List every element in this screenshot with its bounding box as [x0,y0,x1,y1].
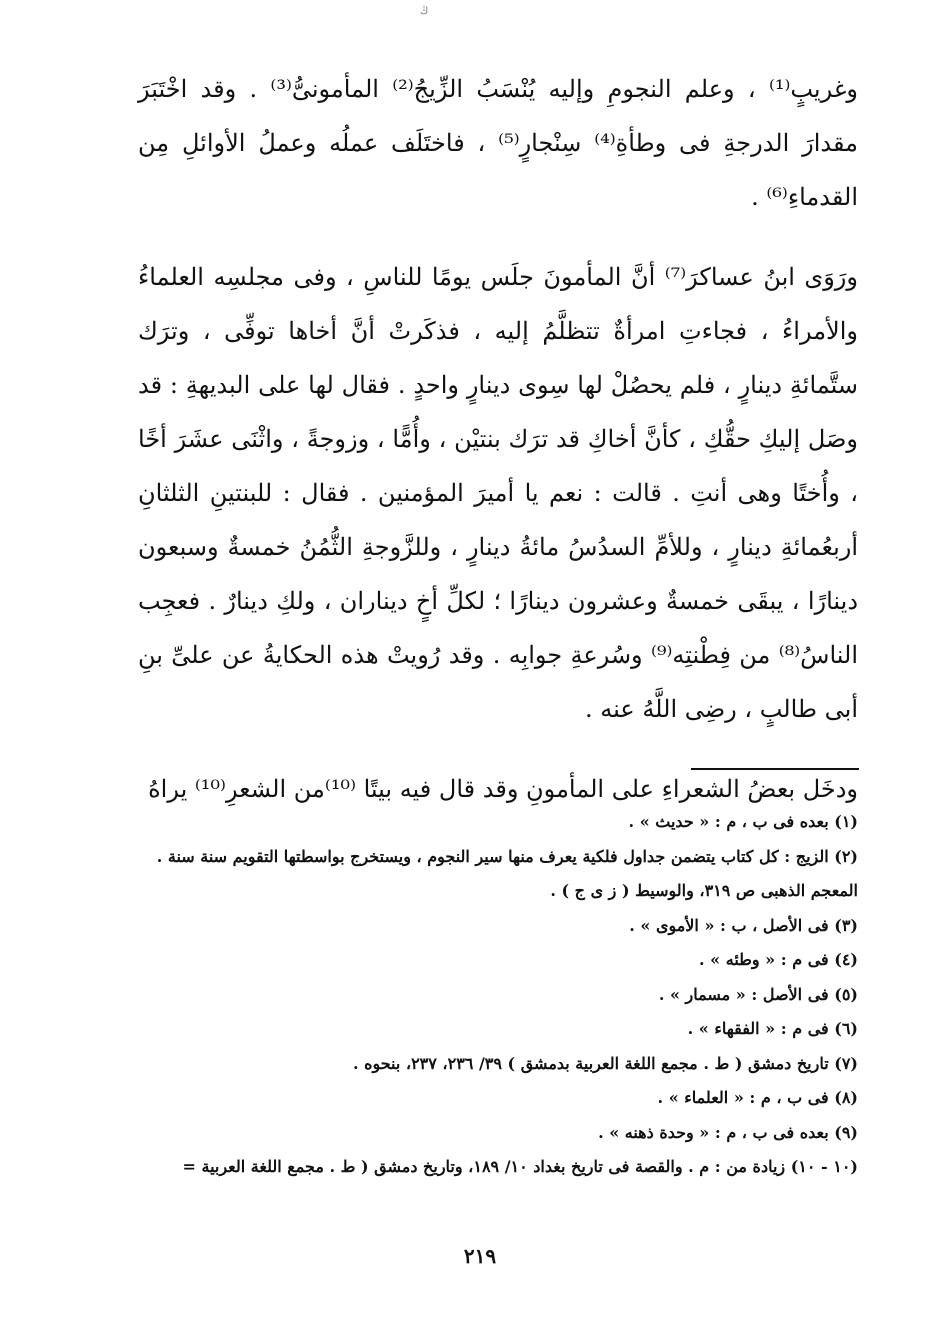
main-text [138,62,858,816]
footnotes [120,805,858,1185]
footnote-2: (٢) الزيج : كل كتاب يتضمن جداول فلكية يعرف منها سير النجوم ، ويستخرج بواسطتها التقويم سنة سنة . المعجم الذهبى ص ٣١٩، والوسيط ( ز ى ج ) . [156,846,858,900]
paragraph-3: ودخَل بعضُ الشعراءِ على المأمونِ وقد قال فيه بيتًا ⁽¹⁰⁾من الشعرِ⁽¹⁰⁾ يراهُ [148,775,858,803]
footnote-7: (٧) تاريخ دمشق ( ط . مجمع اللغة العربية بدمشق ) ٣٩/ ٢٣٦، ٢٣٧، بنحوه . [352,1053,858,1073]
footnote-10: (١٠ - ١٠) زيادة من : م . والقصة فى تاريخ بغداد ١٠/ ١٨٩، وتاريخ دمشق ( ط . مجمع اللغة العربية = [182,1157,858,1176]
paragraph-1: وغريبٍ⁽¹⁾ ، وعلم النجومِ وإليه يُنْسَبُ الزِّيجُ⁽²⁾ المأمونىُّ⁽³⁾ . وقد اخْتَبَرَ مقدارَ الدرجةِ فى وطأةِ⁽⁴⁾ سِنْجارٍ⁽⁵⁾ ، فاختَلَف عملُه وعملُ الأوائلِ مِن القدماءِ⁽⁶⁾ . [138,75,858,211]
footnote-3: (٣) فى الأصل ، ب : « الأموى » . [629,915,858,935]
footnote-8: (٨) فى ب ، م : « العلماء » . [657,1088,858,1107]
page-number: ٢١٩ [463,1244,497,1268]
paragraph-2: ورَوَى ابنُ عساكرَ⁽⁷⁾ أنَّ المأمونَ جلَس يومًا للناسِ ، وفى مجلسِه العلماءُ والأمراءُ ، فجاءتِ امرأةٌ تتظلَّمُ إليه ، فذكَرتْ أنَّ أخاها توفِّى ، وترَك ستَّمائةِ دينارٍ ، فلم يحصُلْ لها سِوى دينارٍ واحدٍ . فقال لها على البديهةِ : قد وصَل إليكِ حقُّكِ ، كأنَّ أخاكِ قد ترَك بنتيْن ، وأُمًّا ، وزوجةً ، واثْنَى عشَرَ أخًا ، وأُختًا وهى أنتِ . قالت : نعم يا أميرَ المؤمنين . فقال : للبنتينِ الثلثانِ أربعُمائةِ دينارٍ ، وللأمِّ السدُسُ مائةُ دينارٍ ، وللزَّوجةِ الثُّمُنُ خمسةٌ وسبعون دينارًا ، يبقَى خمسةٌ وعشرون دينارًا ؛ لكلِّ أخٍ ديناران ، ولكِ دينارٌ . فعجِب الناسُ⁽⁸⁾ من فِطْنتِه⁽⁹⁾ وسُرعةِ جوابِه . وقد رُويتْ هذه الحكايةُ عن علىِّ بنِ أبى طالبٍ ، رضِى اللَّهُ عنه . [138,263,859,723]
page-mark: ڭ [420,6,429,17]
footnote-separator [691,768,859,770]
footnote-9: (٩) بعده فى ب ، م : « وحدة ذهنه » . [598,1122,858,1142]
footnote-1: (١) بعده فى ب ، م : « حديث » . [628,812,858,831]
footnote-6: (٦) فى م : « الفقهاء » . [687,1019,858,1038]
footnote-5: (٥) فى الأصل : « مسمار » . [658,984,858,1004]
footnote-4: (٤) فى م : « وطئه » . [699,950,858,969]
